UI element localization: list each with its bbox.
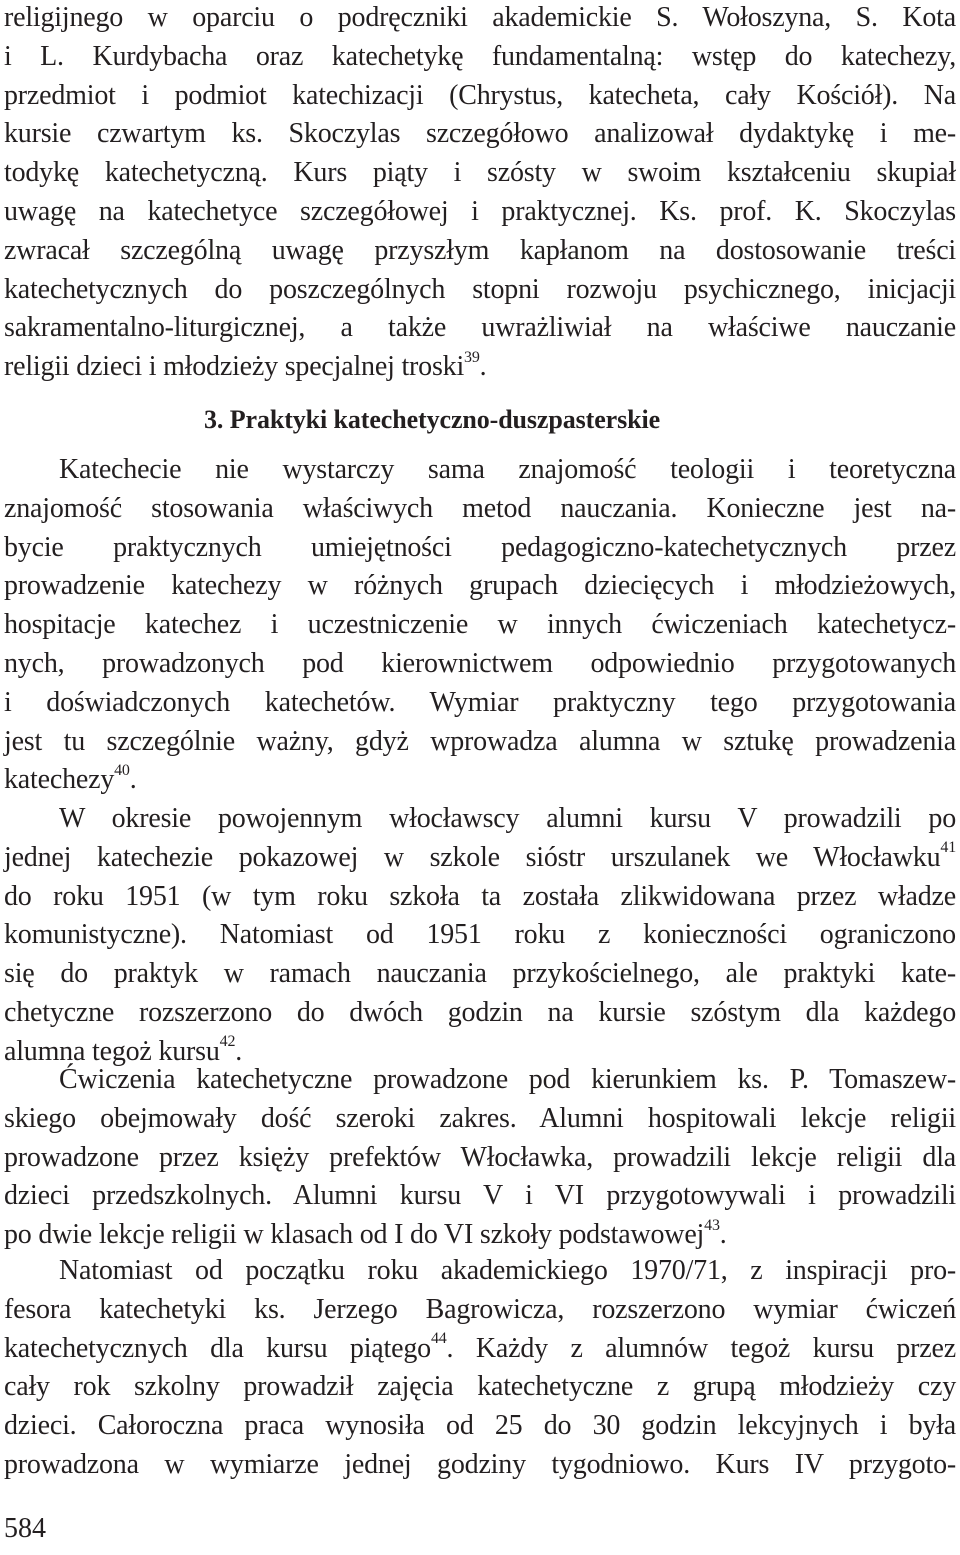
paragraph-4 xyxy=(4,1252,956,1485)
text-line: W okresie powojennym włocławscy alumni kursu V prowadzili po xyxy=(59,803,956,834)
text-fragment: . Każdy z alumnów tegoż kursu przez xyxy=(446,1332,956,1364)
text-line: jest tu szczególnie ważny, gdyż wprowadza alumna w sztukę prowadzenia xyxy=(4,725,956,757)
text-fragment: religii dzieci i młodzieży specjalnej troski xyxy=(4,351,465,383)
paragraph-2 xyxy=(4,800,956,1072)
text-line: uwagę na katechetyce szczegółowej i praktycznej. Ks. prof. K. Skoczylas xyxy=(4,195,956,227)
text-line: Ćwiczenia katechetyczne prowadzone pod kierunkiem ks. P. Tomaszew- xyxy=(59,1064,956,1095)
text-fragment: po dwie lekcje religii w klasach od I do VI szkoły podstawowej xyxy=(4,1219,705,1251)
punctuation: . xyxy=(479,351,487,383)
text-line: przedmiot i podmiot katechizacji (Chrystus, katecheta, cały Kościół). Na xyxy=(4,79,956,111)
text-line: i doświadczonych katechetów. Wymiar praktyczny tego przygotowania xyxy=(4,686,956,718)
text-line: dzieci przedszkolnych. Alumni kursu V i VI przygotowywali i prowadzili xyxy=(4,1180,956,1212)
text-fragment: jednej katechezie pokazowej w szkole sióstr urszulanek we Włocławku xyxy=(4,841,941,873)
footnote-ref: 41 xyxy=(940,839,956,857)
text-line xyxy=(4,1330,956,1369)
text-line: nych, prowadzonych pod kierownictwem odpowiednio przygotowanych xyxy=(4,647,956,679)
text-fragment: alumna tegoż kursu xyxy=(4,1035,220,1067)
document-page xyxy=(4,0,956,1555)
text-line: Katechecie nie wystarczy sama znajomość teologii i teoretyczna xyxy=(59,454,956,485)
text-line: i L. Kurdybacha oraz katechetykę fundamentalną: wstęp do katechezy, xyxy=(4,40,956,72)
text-line-last xyxy=(4,761,956,800)
footnote-ref: 40 xyxy=(114,762,130,780)
text-line: religijnego w oparciu o podręczniki akademickie S. Wołoszyna, S. Kota xyxy=(4,2,956,33)
punctuation: . xyxy=(235,1035,243,1067)
text-line: fesora katechetyki ks. Jerzego Bagrowicza, rozszerzono wymiar ćwiczeń xyxy=(4,1293,956,1325)
section-heading xyxy=(204,401,660,439)
page-number: 584 xyxy=(4,1513,46,1544)
text-line: Natomiast od początku roku akademickiego 1970/71, z inspiracji pro- xyxy=(59,1255,956,1286)
text-fragment: katechetycznych dla kursu piątego xyxy=(4,1332,431,1364)
section-number: 3. xyxy=(204,405,224,434)
text-line: do roku 1951 (w tym roku szkoła ta została zlikwidowana przez władze xyxy=(4,880,956,912)
text-line: się do praktyk w ramach nauczania przykościelnego, ale praktyki kate- xyxy=(4,958,956,990)
text-line: hospitacje katechez i uczestniczenie w innych ćwiczeniach katechetycz- xyxy=(4,609,956,641)
text-line: katechetycznych do poszczególnych stopni rozwoju psychicznego, inicjacji xyxy=(4,273,956,305)
punctuation: . xyxy=(129,764,137,796)
footnote-ref: 39 xyxy=(464,348,480,366)
text-line: zwracał szczególną uwagę przyszłym kapłanom na dostosowanie treści xyxy=(4,234,956,266)
text-line xyxy=(4,839,956,878)
text-line: cały rok szkolny prowadził zajęcia katechetyczne z grupą młodzieży czy xyxy=(4,1371,956,1403)
text-line: todykę katechetyczną. Kurs piąty i szósty w swoim kształceniu skupiał xyxy=(4,157,956,189)
text-line: bycie praktycznych umiejętności pedagogiczno-katechetycznych przez xyxy=(4,531,956,563)
footnote-ref: 44 xyxy=(430,1330,447,1348)
text-line: prowadzone przez księży prefektów Włocławka, prowadzili lekcje religii dla xyxy=(4,1141,956,1173)
text-line-last xyxy=(4,348,956,387)
text-line: kursie czwartym ks. Skoczylas szczegółowo analizował dydaktykę i me- xyxy=(4,118,956,150)
footnote-ref: 42 xyxy=(219,1033,236,1051)
text-line-last xyxy=(4,1216,956,1255)
section-title: Praktyki katechetyczno-duszpasterskie xyxy=(229,405,661,434)
paragraph-1 xyxy=(4,451,956,800)
footnote-ref: 43 xyxy=(704,1216,720,1234)
text-line: komunistyczne). Natomiast od 1951 roku z konieczności ograniczono xyxy=(4,919,956,951)
text-line: prowadzenie katechezy w różnych grupach dziecięcych i młodzieżowych, xyxy=(4,570,956,602)
text-line: chetyczne rozszerzono do dwóch godzin na kursie szóstym dla każdego xyxy=(4,996,956,1028)
text-line: znajomość stosowania właściwych metod nauczania. Konieczne jest na- xyxy=(4,492,956,524)
intro-paragraph xyxy=(4,0,956,387)
punctuation: . xyxy=(719,1219,727,1251)
text-line: sakramentalno-liturgicznej, a także uwrażliwiał na właściwe nauczanie xyxy=(4,312,956,344)
text-line: prowadzona w wymiarze jednej godziny tygodniowo. Kurs IV przygoto- xyxy=(4,1448,956,1480)
paragraph-3 xyxy=(4,1061,956,1255)
text-line: skiego obejmowały dość szeroki zakres. Alumni hospitowali lekcje religii xyxy=(4,1102,956,1134)
text-fragment: katechezy xyxy=(4,764,115,796)
text-line: dzieci. Całoroczna praca wynosiła od 25 do 30 godzin lekcyjnych i była xyxy=(4,1410,956,1442)
